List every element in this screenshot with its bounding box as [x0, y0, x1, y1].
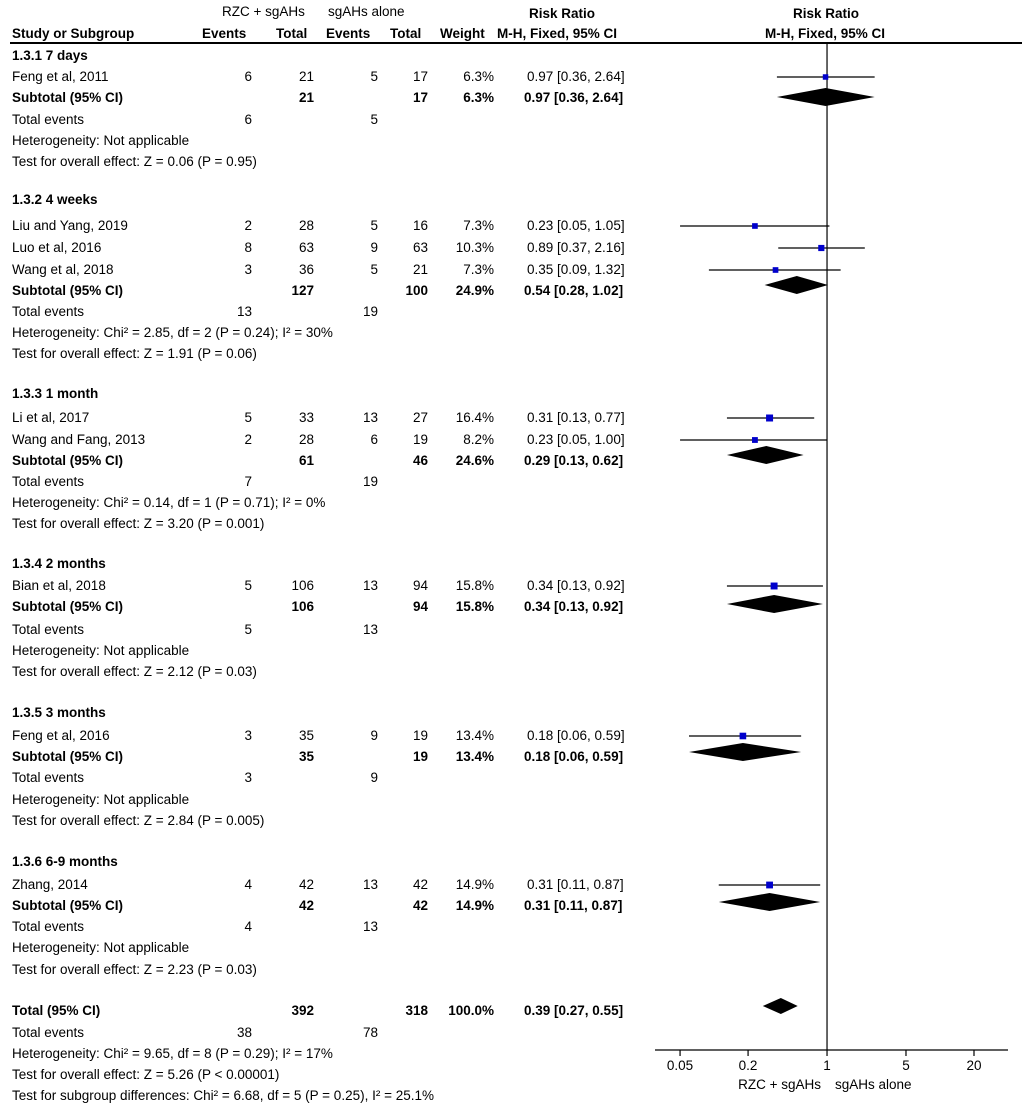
subtotal-weight: 15.8% — [455, 599, 494, 614]
study-events-a: 2 — [244, 432, 252, 447]
overall-effect-text: Test for overall effect: Z = 3.20 (P = 0.001) — [12, 516, 265, 531]
total-events-b: 19 — [362, 474, 378, 489]
study-total-b: 63 — [412, 240, 428, 255]
subtotal-diamond — [719, 893, 820, 911]
total-weight: 100.0% — [448, 1003, 494, 1018]
x-tick-label: 0.05 — [666, 1058, 694, 1073]
x-tick-label: 20 — [966, 1058, 982, 1073]
study-total-a: 42 — [298, 877, 314, 892]
study-total-b: 42 — [412, 877, 428, 892]
total-events-b: 19 — [362, 304, 378, 319]
subtotal-diamond — [689, 743, 801, 761]
weight-header: Weight — [440, 26, 485, 41]
subtotal-weight: 24.6% — [455, 453, 494, 468]
study-total-b: 21 — [412, 262, 428, 277]
subtotal-ci: 0.31 [0.11, 0.87] — [524, 898, 623, 913]
heterogeneity-text: Heterogeneity: Chi² = 0.14, df = 1 (P = 0.71); I² = 0% — [12, 495, 326, 510]
study-total-a: 28 — [298, 218, 314, 233]
total-events-label: Total events — [12, 919, 85, 934]
subtotal-total-b: 100 — [405, 283, 428, 298]
study-total-a: 36 — [298, 262, 314, 277]
overall-effect-text: Test for overall effect: Z = 2.23 (P = 0.03) — [12, 962, 257, 977]
study-square — [752, 437, 758, 443]
study-ci: 0.35 [0.09, 1.32] — [527, 262, 625, 277]
study-total-b: 27 — [412, 410, 428, 425]
subtotal-total-b: 94 — [412, 599, 428, 614]
subtotal-total-a: 21 — [298, 90, 314, 105]
study-name: Bian et al, 2018 — [12, 578, 106, 593]
study-weight: 10.3% — [455, 240, 494, 255]
method-header: M-H, Fixed, 95% CI — [497, 26, 618, 41]
total-events-label: Total events — [12, 622, 85, 637]
study-weight: 6.3% — [463, 69, 494, 84]
study-events-b: 9 — [370, 240, 378, 255]
risk-ratio-header: Risk Ratio — [529, 6, 596, 21]
study-events-a: 8 — [244, 240, 252, 255]
subtotal-total-b: 42 — [412, 898, 428, 913]
total-label: Total (95% CI) — [12, 1003, 101, 1018]
subtotal-weight: 6.3% — [463, 90, 494, 105]
subtotal-diamond — [765, 276, 828, 294]
study-name: Zhang, 2014 — [12, 877, 88, 892]
total-events-label: Total events — [12, 1025, 85, 1040]
total-ci: 0.39 [0.27, 0.55] — [524, 1003, 624, 1018]
study-events-b: 13 — [362, 410, 378, 425]
study-name: Li et al, 2017 — [12, 410, 90, 425]
overall-effect-text: Test for overall effect: Z = 0.06 (P = 0.95) — [12, 154, 257, 169]
study-total-a: 28 — [298, 432, 314, 447]
overall-diamond — [763, 998, 798, 1014]
study-weight: 8.2% — [463, 432, 494, 447]
subtotal-weight: 14.9% — [455, 898, 494, 913]
subtotal-total-a: 35 — [298, 749, 314, 764]
study-events-a: 4 — [244, 877, 252, 892]
study-name: Wang and Fang, 2013 — [12, 432, 146, 447]
study-square — [771, 583, 778, 590]
events-b-header: Events — [326, 26, 371, 41]
subtotal-diamond — [777, 88, 875, 106]
total-events-a: 4 — [244, 919, 252, 934]
study-events-a: 2 — [244, 218, 252, 233]
total-events-label: Total events — [12, 304, 85, 319]
x-tick-label: 5 — [902, 1058, 910, 1073]
study-name: Feng et al, 2011 — [12, 69, 109, 84]
study-column-header: Study or Subgroup — [12, 26, 135, 41]
subtotal-diamond — [727, 446, 804, 464]
subtotal-ci: 0.97 [0.36, 2.64] — [524, 90, 624, 105]
overall-effect-text: Test for overall effect: Z = 2.12 (P = 0.03) — [12, 664, 257, 679]
study-weight: 15.8% — [455, 578, 494, 593]
study-total-b: 19 — [412, 432, 428, 447]
study-weight: 7.3% — [463, 218, 494, 233]
subtotal-label: Subtotal (95% CI) — [12, 898, 124, 913]
total-events-a: 13 — [236, 304, 252, 319]
x-tick-label: 0.2 — [738, 1058, 758, 1073]
study-name: Luo et al, 2016 — [12, 240, 102, 255]
favours-right-label: sgAHs alone — [835, 1077, 912, 1092]
study-total-b: 16 — [412, 218, 428, 233]
subtotal-ci: 0.54 [0.28, 1.02] — [524, 283, 624, 298]
study-events-b: 13 — [362, 877, 378, 892]
subtotal-total-a: 42 — [298, 898, 314, 913]
subtotal-label: Subtotal (95% CI) — [12, 90, 124, 105]
study-square — [752, 223, 758, 229]
overall-effect-text: Test for overall effect: Z = 1.91 (P = 0.06) — [12, 346, 257, 361]
subtotal-weight: 24.9% — [455, 283, 494, 298]
study-name: Liu and Yang, 2019 — [12, 218, 128, 233]
events-a-header: Events — [202, 26, 247, 41]
heterogeneity-text: Heterogeneity: Not applicable — [12, 792, 190, 807]
study-square — [740, 733, 747, 740]
study-square — [773, 267, 779, 273]
total-events-b: 78 — [362, 1025, 378, 1040]
group-a-header: RZC + sgAHs — [222, 4, 305, 19]
study-ci: 0.31 [0.13, 0.77] — [527, 410, 625, 425]
total-events-b: 13 — [362, 622, 378, 637]
x-tick-label: 1 — [823, 1058, 831, 1073]
study-total-b: 19 — [412, 728, 428, 743]
total-events-b: 9 — [370, 770, 378, 785]
subtotal-label: Subtotal (95% CI) — [12, 283, 124, 298]
study-name: Wang et al, 2018 — [12, 262, 114, 277]
subgroup-title: 1.3.3 1 month — [12, 386, 99, 401]
study-total-a: 63 — [298, 240, 314, 255]
study-ci: 0.97 [0.36, 2.64] — [527, 69, 625, 84]
study-ci: 0.23 [0.05, 1.00] — [527, 432, 625, 447]
study-events-b: 6 — [370, 432, 378, 447]
subtotal-total-b: 46 — [412, 453, 428, 468]
subtotal-ci: 0.34 [0.13, 0.92] — [524, 599, 624, 614]
subtotal-total-b: 19 — [412, 749, 428, 764]
total-events-b: 13 — [362, 919, 378, 934]
study-total-a: 33 — [298, 410, 314, 425]
heterogeneity-text: Heterogeneity: Not applicable — [12, 643, 190, 658]
study-total-b: 17 — [412, 69, 428, 84]
study-ci: 0.31 [0.11, 0.87] — [527, 877, 624, 892]
total-events-label: Total events — [12, 770, 85, 785]
subgroup-title: 1.3.2 4 weeks — [12, 192, 98, 207]
heterogeneity-text: Heterogeneity: Not applicable — [12, 940, 190, 955]
total-events-label: Total events — [12, 474, 85, 489]
group-b-header: sgAHs alone — [328, 4, 405, 19]
study-events-b: 5 — [370, 218, 378, 233]
study-ci: 0.34 [0.13, 0.92] — [527, 578, 625, 593]
study-square — [818, 245, 824, 251]
study-total-b: 94 — [412, 578, 428, 593]
subtotal-total-a: 61 — [298, 453, 314, 468]
subtotal-ci: 0.18 [0.06, 0.59] — [524, 749, 624, 764]
total-a-header: Total — [276, 26, 308, 41]
study-weight: 7.3% — [463, 262, 494, 277]
study-square — [823, 74, 828, 79]
plot-method-header: M-H, Fixed, 95% CI — [765, 26, 886, 41]
total-events-b: 5 — [370, 112, 378, 127]
subgroup-title: 1.3.1 7 days — [12, 48, 88, 63]
subtotal-ci: 0.29 [0.13, 0.62] — [524, 453, 624, 468]
study-total-a: 35 — [298, 728, 314, 743]
study-ci: 0.18 [0.06, 0.59] — [527, 728, 625, 743]
total-events-a: 6 — [244, 112, 252, 127]
subtotal-weight: 13.4% — [455, 749, 494, 764]
study-square — [766, 415, 773, 422]
subgroup-title: 1.3.6 6-9 months — [12, 854, 118, 869]
total-total-a: 392 — [291, 1003, 314, 1018]
subtotal-label: Subtotal (95% CI) — [12, 453, 124, 468]
study-events-a: 5 — [244, 578, 252, 593]
subtotal-label: Subtotal (95% CI) — [12, 749, 124, 764]
total-events-a: 38 — [236, 1025, 252, 1040]
subtotal-label: Subtotal (95% CI) — [12, 599, 124, 614]
study-ci: 0.89 [0.37, 2.16] — [527, 240, 625, 255]
study-ci: 0.23 [0.05, 1.05] — [527, 218, 625, 233]
favours-left-label: RZC + sgAHs — [738, 1077, 822, 1092]
study-events-a: 5 — [244, 410, 252, 425]
total-events-a: 3 — [244, 770, 252, 785]
study-square — [766, 882, 773, 889]
study-total-a: 21 — [298, 69, 314, 84]
total-total-b: 318 — [405, 1003, 428, 1018]
subtotal-total-b: 17 — [412, 90, 428, 105]
total-events-a: 7 — [244, 474, 252, 489]
study-events-b: 9 — [370, 728, 378, 743]
total-heterogeneity: Heterogeneity: Chi² = 9.65, df = 8 (P = 0.29); I² = 17% — [12, 1046, 333, 1061]
study-events-a: 3 — [244, 728, 252, 743]
total-events-label: Total events — [12, 112, 85, 127]
heterogeneity-text: Heterogeneity: Not applicable — [12, 133, 190, 148]
plot-title: Risk Ratio — [793, 6, 860, 21]
heterogeneity-text: Heterogeneity: Chi² = 2.85, df = 2 (P = 0.24); I² = 30% — [12, 325, 333, 340]
subtotal-total-a: 106 — [291, 599, 314, 614]
study-events-b: 5 — [370, 262, 378, 277]
total-overall-effect: Test for overall effect: Z = 5.26 (P < 0.00001) — [12, 1067, 280, 1082]
study-weight: 14.9% — [455, 877, 494, 892]
study-total-a: 106 — [291, 578, 314, 593]
total-b-header: Total — [390, 26, 422, 41]
overall-effect-text: Test for overall effect: Z = 2.84 (P = 0.005) — [12, 813, 265, 828]
study-events-b: 5 — [370, 69, 378, 84]
study-weight: 13.4% — [455, 728, 494, 743]
study-events-a: 6 — [244, 69, 252, 84]
subtotal-total-a: 127 — [291, 283, 314, 298]
study-events-a: 3 — [244, 262, 252, 277]
study-name: Feng et al, 2016 — [12, 728, 110, 743]
total-events-a: 5 — [244, 622, 252, 637]
subtotal-diamond — [727, 595, 823, 613]
subgroup-title: 1.3.5 3 months — [12, 705, 106, 720]
subgroup-differences: Test for subgroup differences: Chi² = 6.68, df = 5 (P = 0.25), I² = 25.1% — [12, 1088, 434, 1103]
study-events-b: 13 — [362, 578, 378, 593]
subgroup-title: 1.3.4 2 months — [12, 556, 106, 571]
study-weight: 16.4% — [455, 410, 494, 425]
